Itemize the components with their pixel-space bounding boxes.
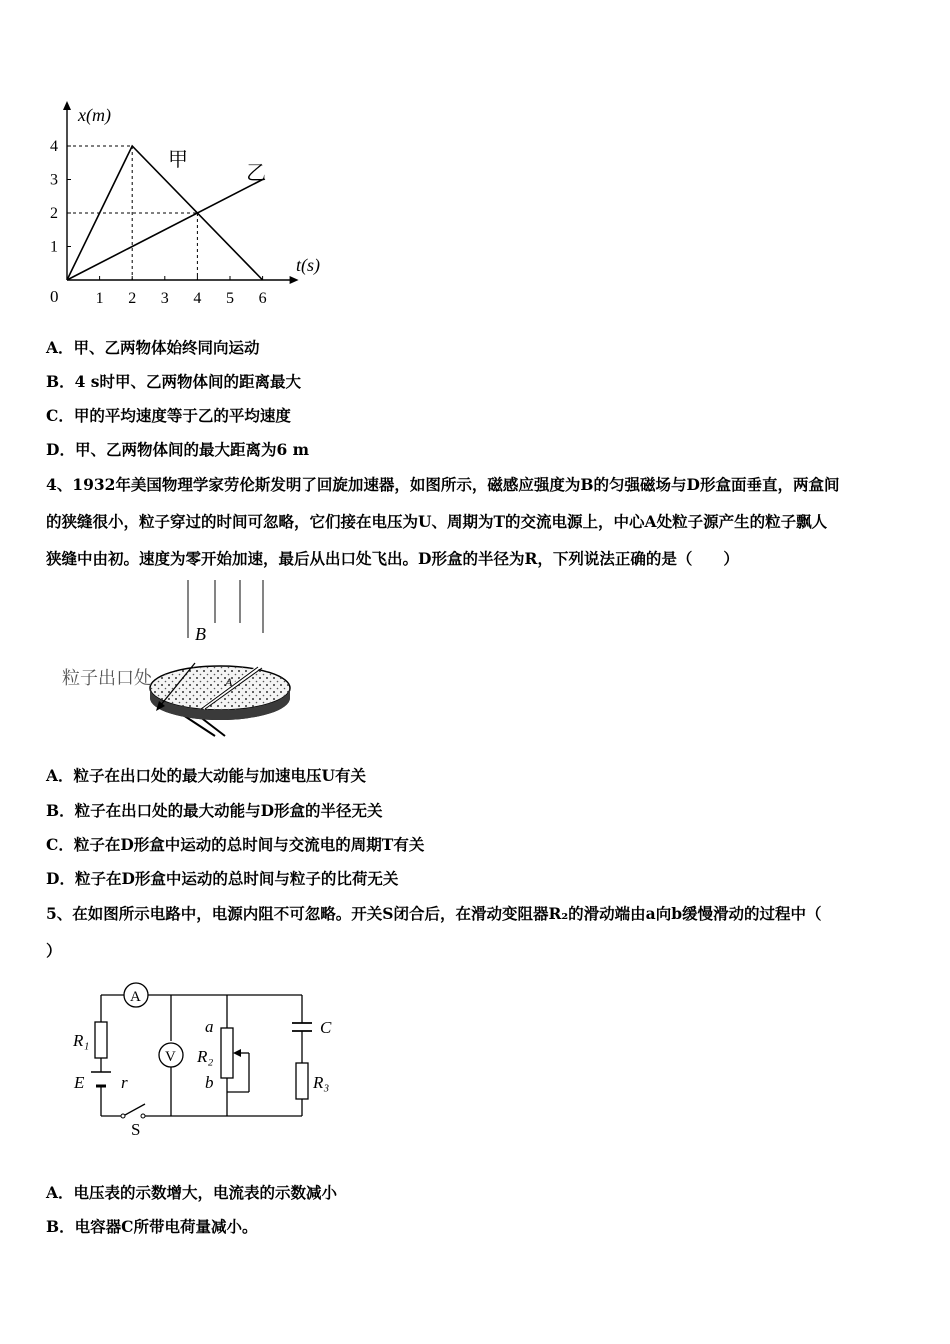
q4-option-b[interactable]: B．粒子在出口处的最大动能与D形盒的半径无关 xyxy=(46,801,383,820)
q5-option-b[interactable]: B．电容器C所带电荷量减小。 xyxy=(46,1217,258,1236)
x-axis-arrow xyxy=(290,276,299,284)
x-tick-label: 3 xyxy=(160,290,169,307)
x-axis-label: t(s) xyxy=(296,255,320,275)
q3-option-c[interactable]: C．甲的平均速度等于乙的平均速度 xyxy=(46,406,291,425)
y-axis-arrow xyxy=(63,101,71,110)
terminal-b-label: b xyxy=(205,1073,214,1092)
q3-option-b[interactable]: B．4 s时甲、乙两物体间的距离最大 xyxy=(46,372,302,391)
r1-label: R₁ xyxy=(73,1031,90,1050)
q4-stem-line-1: 4、1932年美国物理学家劳伦斯发明了回旋加速器，如图所示，磁感应强度为B的匀强磁场与D形盒面垂直，两盒间 xyxy=(46,475,840,494)
voltmeter-label: V xyxy=(165,1049,176,1065)
ammeter-label: A xyxy=(130,989,141,1005)
center-label: A xyxy=(225,675,233,689)
x-tick-label: 5 xyxy=(226,290,234,307)
y-tick-label: 1 xyxy=(50,238,58,256)
capacitor-label: C xyxy=(320,1018,332,1037)
switch-label: S xyxy=(131,1120,141,1139)
emf-label: E xyxy=(74,1073,85,1092)
q4-option-c[interactable]: C．粒子在D形盒中运动的总时间与交流电的周期T有关 xyxy=(46,835,425,854)
terminal-a-label: a xyxy=(205,1017,214,1036)
q5-stem-line-1: 5、在如图所示电路中，电源内阻不可忽略。开关S闭合后，在滑动变阻器R₂的滑动端由a向b缓慢滑动的过程中（ xyxy=(46,904,822,923)
x-tick-label: 1 xyxy=(95,290,104,307)
q4-option-d[interactable]: D．粒子在D形盒中运动的总时间与粒子的比荷无关 xyxy=(46,869,399,888)
y-axis-label: x(m) xyxy=(78,105,111,125)
x-tick-label: 4 xyxy=(193,290,202,307)
q4-option-a[interactable]: A．粒子在出口处的最大动能与加速电压U有关 xyxy=(46,766,367,785)
circuit-diagram xyxy=(65,980,355,1140)
internal-resistance-label: r xyxy=(121,1073,128,1092)
y-tick-label: 2 xyxy=(50,205,58,222)
series-label-1: 乙 xyxy=(246,162,267,185)
series-line-1 xyxy=(67,180,263,281)
q4-stem-line-2: 的狭缝很小，粒子穿过的时间可忽略，它们接在电压为U、周期为T的交流电源上，中心A处粒子源产生的粒子飘人 xyxy=(46,512,828,531)
q3-option-a[interactable]: A．甲、乙两物体始终同向运动 xyxy=(46,338,260,357)
cyclotron-figure xyxy=(55,578,315,738)
q3-option-d[interactable]: D．甲、乙两物体间的最大距离为6 m xyxy=(46,440,310,459)
y-tick-label: 3 xyxy=(50,171,58,189)
y-tick-label: 4 xyxy=(50,138,58,155)
exit-label: 粒子出口处 xyxy=(62,668,152,688)
x-tick-label: 2 xyxy=(128,290,137,307)
series-label-0: 甲 xyxy=(168,149,189,172)
q4-stem-line-3: 狭缝中由初。速度为零开始加速，最后从出口处飞出。D形盒的半径为R，下列说法正确的是（ ） xyxy=(46,549,739,568)
x-tick-label: 6 xyxy=(258,290,267,307)
q5-stem-line-2: ） xyxy=(46,941,62,960)
field-label: B xyxy=(195,624,206,644)
r3-label: R₃ xyxy=(313,1073,330,1092)
q5-option-a[interactable]: A．电压表的示数增大，电流表的示数减小 xyxy=(46,1183,338,1202)
r2-label: R₂ xyxy=(197,1047,214,1066)
xt-graph xyxy=(30,95,350,320)
origin-label: 0 xyxy=(50,287,59,306)
